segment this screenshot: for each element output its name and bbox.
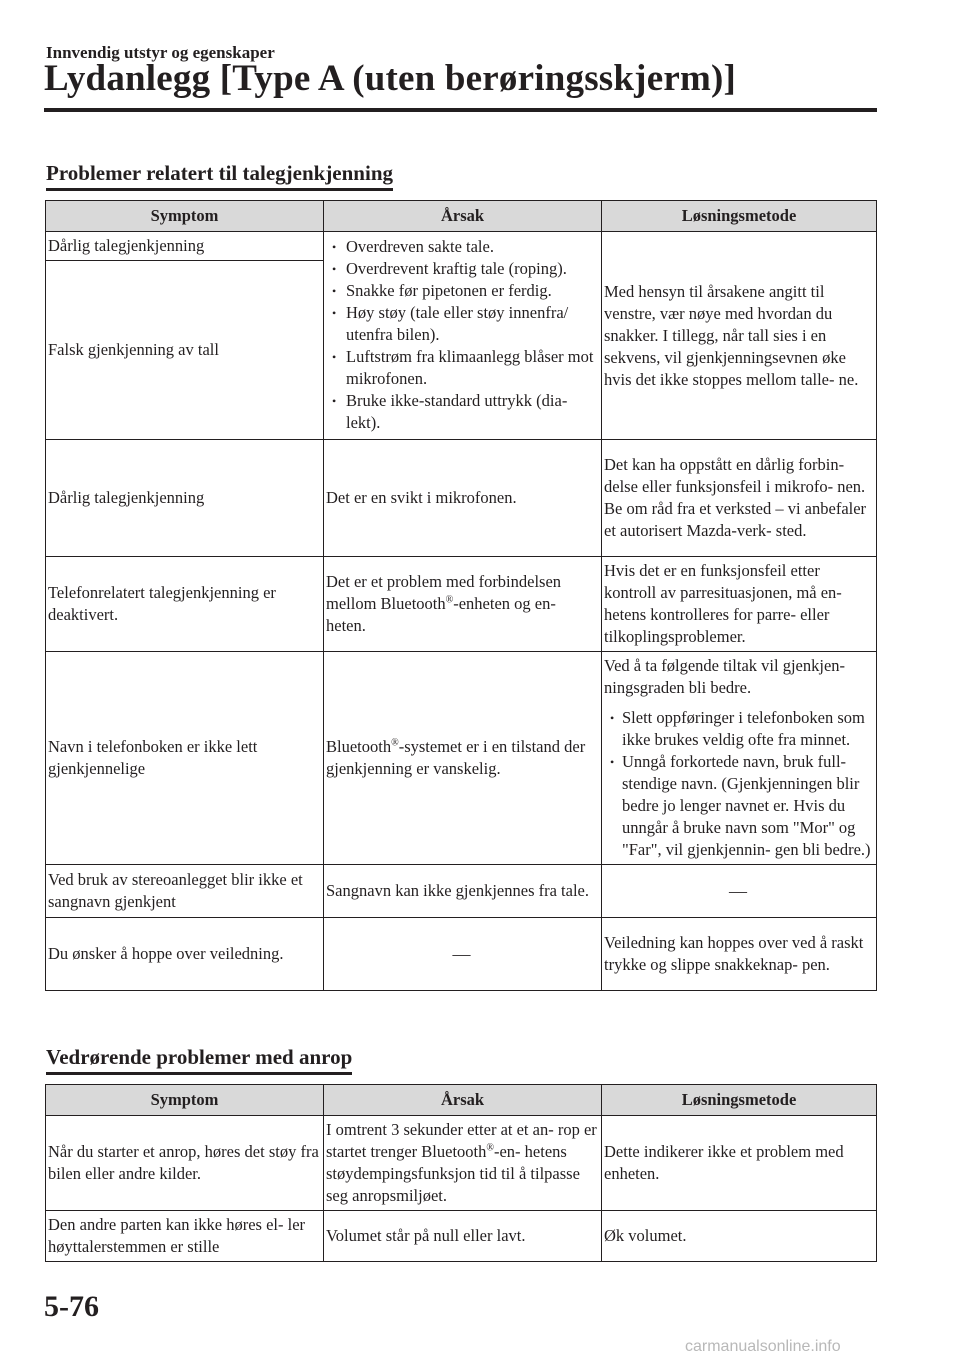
solution-cell: Dette indikerer ikke et problem med enheten. [602, 1116, 877, 1211]
cause-text: -en- hetens støydempingsfunksjon tid til å tilpasse seg anropsmiljøet. [326, 1142, 580, 1205]
list-item: • Overdreven sakte tale. [326, 236, 597, 258]
symptom-cell: Ved bruk av stereoanlegget blir ikke et sangnavn gjenkjent [46, 865, 324, 918]
solution-cell [602, 652, 877, 865]
table-header-row [46, 1085, 877, 1116]
solution-cell: — [602, 865, 877, 918]
column-header-solution: Løsningsmetode [602, 1085, 877, 1116]
column-header-symptom: Symptom [46, 1085, 324, 1116]
registered-mark: ® [391, 737, 399, 749]
list-item: • Bruke ikke-standard uttrykk (dia- lekt). [326, 390, 597, 434]
solution-intro: Ved å ta følgende tiltak vil gjenkjen- ningsgraden bli bedre. [604, 656, 846, 697]
list-item: • Slett oppføringer i telefonboken som ikke brukes veldig ofte fra minnet. [604, 707, 872, 751]
table-row [46, 1211, 877, 1262]
column-header-symptom: Symptom [46, 201, 324, 232]
chapter-heading: Innvendig utstyr og egenskaper [46, 43, 275, 62]
symptom-cell: Dårlig talegjenkjenning [46, 440, 324, 557]
symptom-cell: Falsk gjenkjenning av tall [46, 261, 324, 440]
table-row [46, 440, 877, 557]
table-header-row [46, 201, 877, 232]
table-row [46, 865, 877, 918]
cause-cell [324, 1116, 602, 1211]
table-row [46, 557, 877, 652]
title-rule [44, 108, 877, 112]
table-row [46, 232, 877, 261]
list-item: • Høy støy (tale eller støy innenfra/ utenfra bilen). [326, 302, 597, 346]
column-header-solution: Løsningsmetode [602, 201, 877, 232]
cause-text: Bluetooth [326, 737, 392, 756]
symptom-cell: Navn i telefonboken er ikke lett gjenkjennelige [46, 652, 324, 865]
column-header-cause: Årsak [324, 201, 602, 232]
watermark: carmanualsonline.info [685, 1338, 841, 1355]
cause-list [326, 236, 597, 434]
cause-cell [324, 557, 602, 652]
page-title: Lydanlegg [Type A (uten berøringsskjerm)] [44, 58, 737, 99]
solution-list [604, 707, 872, 861]
cause-cell: — [324, 918, 602, 991]
table-row [46, 918, 877, 991]
table-row [46, 1116, 877, 1211]
cause-cell: Volumet står på null eller lavt. [324, 1211, 602, 1262]
list-item: • Overdrevent kraftig tale (roping). [326, 258, 597, 280]
list-item: • Snakke før pipetonen er ferdig. [326, 280, 597, 302]
call-problems-table [45, 1084, 877, 1262]
list-item: • Luftstrøm fra klimaanlegg blåser mot mikrofonen. [326, 346, 597, 390]
solution-cell: Med hensyn til årsakene angitt til venstre, vær nøye med hvordan du snakker. I tillegg, når tall sies i en sekvens, vil gjenkjenningsevnen øke hvis det ikke stoppes mellom talle- ne. [602, 232, 877, 440]
table-row [46, 652, 877, 865]
list-item: • Unngå forkortede navn, bruk full- stendige navn. (Gjenkjenningen blir bedre jo lenger navnet er. Hvis du unngår å bruke navn som "Mor" og "Far", vil gjenkjennin- gen bli bedre.) [604, 751, 872, 861]
symptom-cell: Den andre parten kan ikke høres el- ler høyttalerstemmen er stille [46, 1211, 324, 1262]
solution-cell: Øk volumet. [602, 1211, 877, 1262]
page-number: 5-76 [44, 1290, 99, 1323]
solution-cell: Veiledning kan hoppes over ved å raskt trykke og slippe snakkeknap- pen. [602, 918, 877, 991]
cause-text: -systemet er i en tilstand der gjenkjenning er vanskelig. [326, 737, 586, 778]
cause-text: -enheten og en- heten. [326, 594, 556, 635]
cause-text: I omtrent 3 sekunder etter at et an- rop er startet trenger Bluetooth [326, 1120, 597, 1161]
symptom-cell: Dårlig talegjenkjenning [46, 232, 324, 261]
solution-cell: Det kan ha oppstått en dårlig forbin- delse eller funksjonsfeil i mikrofo- nen. Be om råd fra et verksted – vi anbefaler et autorisert Mazda-verk- sted. [602, 440, 877, 557]
symptom-cell: Du ønsker å hoppe over veiledning. [46, 918, 324, 991]
cause-cell [324, 652, 602, 865]
cause-cell: Sangnavn kan ikke gjenkjennes fra tale. [324, 865, 602, 918]
voice-recognition-table [45, 200, 877, 991]
cause-text: Det er et problem med forbindelsen mellom Bluetooth [326, 572, 562, 613]
cause-cell: Det er en svikt i mikrofonen. [324, 440, 602, 557]
section-heading-call-problems: Vedrørende problemer med anrop [46, 1045, 352, 1075]
registered-mark: ® [445, 594, 454, 606]
solution-cell: Hvis det er en funksjonsfeil etter kontroll av parresituasjonen, må en- hetens kontrolleres for parre- eller tilkoplingsproblemer. [602, 557, 877, 652]
symptom-cell: Telefonrelatert talegjenkjenning er deaktivert. [46, 557, 324, 652]
section-heading-voice-recognition: Problemer relatert til talegjenkjenning [46, 161, 393, 191]
cause-cell [324, 232, 602, 440]
symptom-cell: Når du starter et anrop, høres det støy fra bilen eller andre kilder. [46, 1116, 324, 1211]
registered-mark: ® [486, 1142, 494, 1154]
column-header-cause: Årsak [324, 1085, 602, 1116]
